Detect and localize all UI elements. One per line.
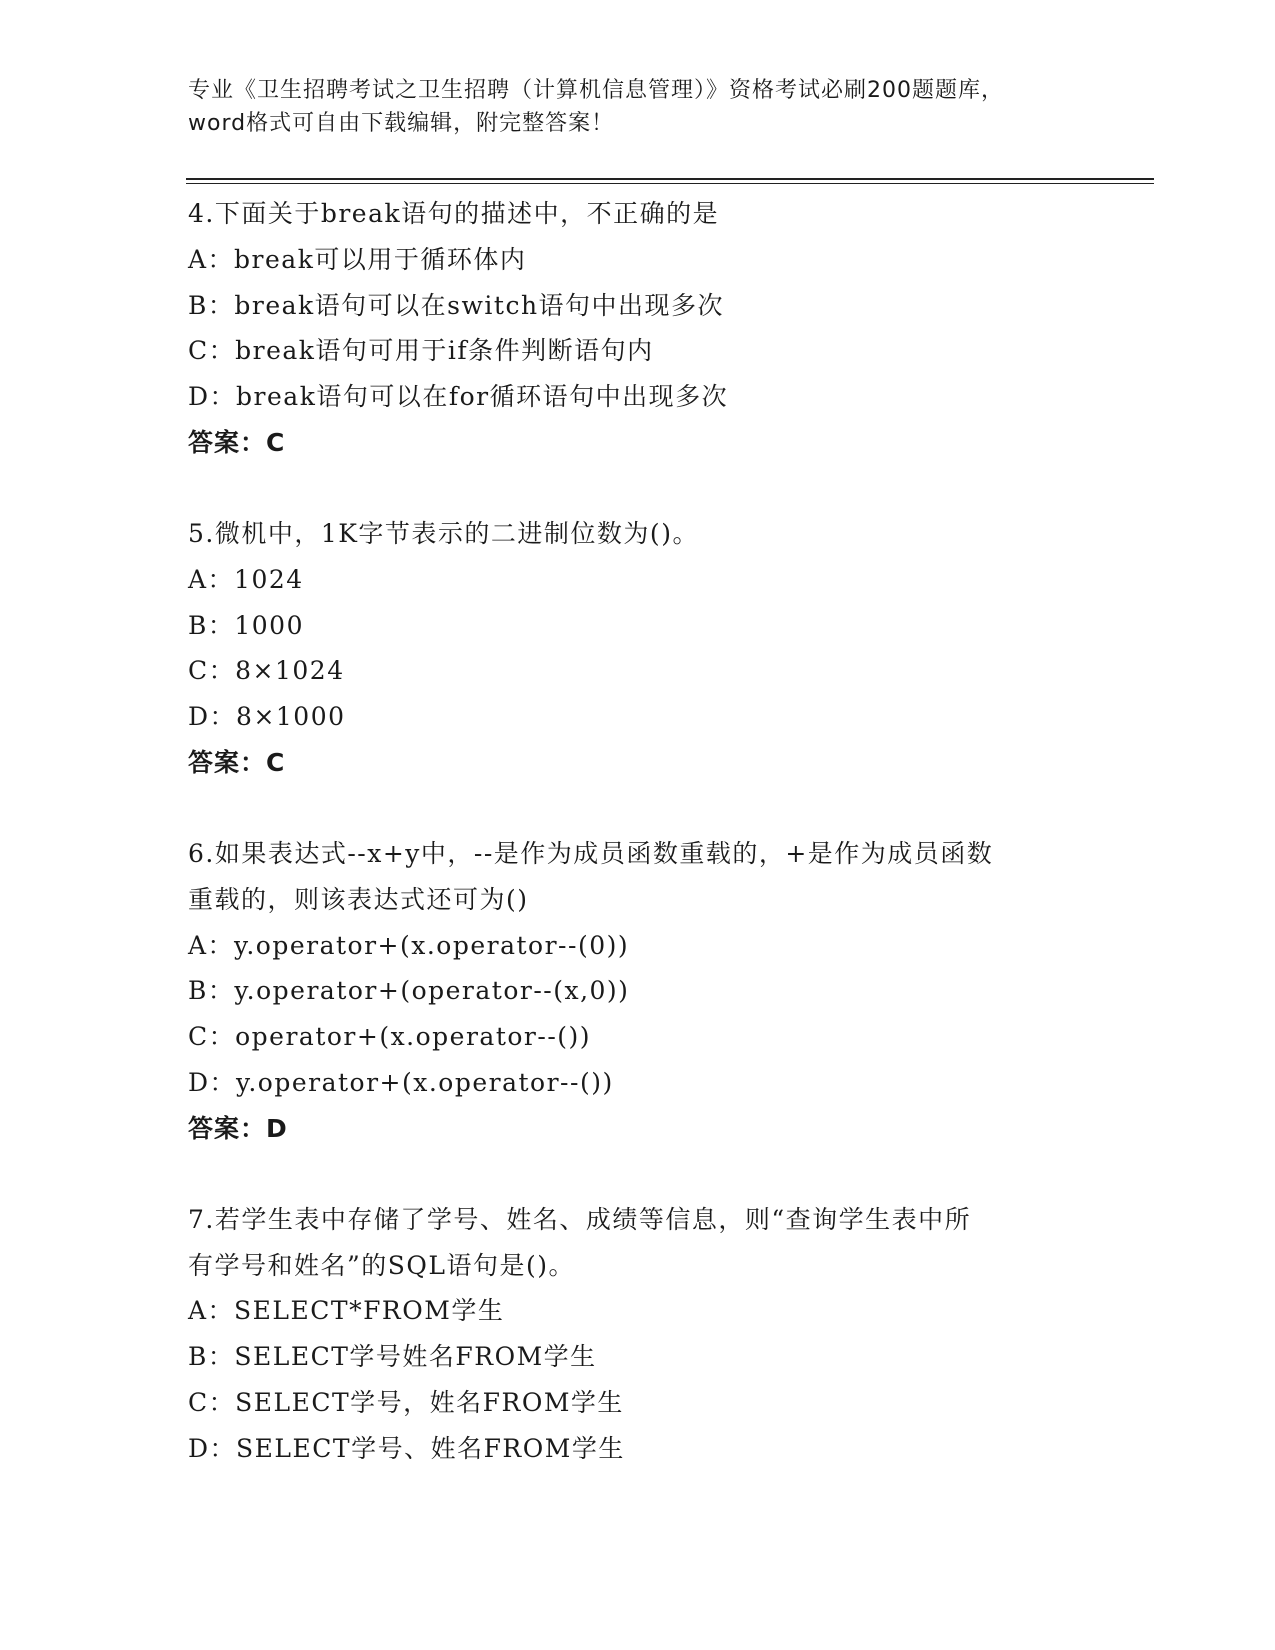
option-b: B：break语句可以在switch语句中出现多次 (188, 290, 725, 320)
option-c: C：8×1024 (188, 656, 345, 686)
option-a: A：SELECT*FROM学生 (188, 1296, 505, 1326)
document-header (188, 74, 1088, 140)
option-d: D：y.operator+(x.operator--()) (188, 1067, 614, 1097)
option-a: A：break可以用于循环体内 (188, 244, 527, 274)
option-c: C：operator+(x.operator--()) (188, 1022, 592, 1052)
header-divider-thick (186, 178, 1154, 180)
answer: 答案：D (188, 1113, 288, 1143)
question-list (188, 191, 1088, 1517)
question-stem-line-1: 6.如果表达式--x+y中，--是作为成员函数重载的，+是作为成员函数 (188, 838, 994, 868)
option-c: C：break语句可用于if条件判断语句内 (188, 336, 654, 366)
question-stem: 4.下面关于break语句的描述中，不正确的是 (188, 199, 720, 228)
option-d: D：SELECT学号、姓名FROM学生 (188, 1433, 625, 1463)
header-line-2: word格式可自由下载编辑，附完整答案！ (188, 111, 615, 136)
header-line-1: 专业《卫生招聘考试之卫生招聘（计算机信息管理）》资格考试必刷200题题库， (188, 78, 1004, 103)
question-stem-line-2: 重载的，则该表达式还可为() (188, 884, 529, 914)
answer: 答案：C (188, 427, 286, 457)
option-a: A：1024 (188, 564, 304, 594)
header-divider-thin (186, 183, 1154, 184)
question-5 (188, 511, 1088, 786)
option-b: B：1000 (188, 610, 304, 640)
option-c: C：SELECT学号，姓名FROM学生 (188, 1387, 624, 1417)
option-d: D：break语句可以在for循环语句中出现多次 (188, 382, 729, 412)
option-a: A：y.operator+(x.operator--(0)) (188, 930, 630, 960)
question-4 (188, 191, 1088, 466)
option-b: B：SELECT学号姓名FROM学生 (188, 1342, 597, 1372)
option-d: D：8×1000 (188, 702, 346, 732)
question-stem-line-1: 7.若学生表中存储了学号、姓名、成绩等信息，则“查询学生表中所 (188, 1204, 972, 1234)
question-6 (188, 831, 1088, 1152)
question-7 (188, 1197, 1088, 1472)
question-stem-line-2: 有学号和姓名”的SQL语句是()。 (188, 1250, 576, 1280)
answer: 答案：C (188, 747, 286, 777)
question-stem: 5.微机中，1K字节表示的二进制位数为()。 (188, 518, 699, 548)
option-b: B：y.operator+(operator--(x,0)) (188, 976, 630, 1006)
